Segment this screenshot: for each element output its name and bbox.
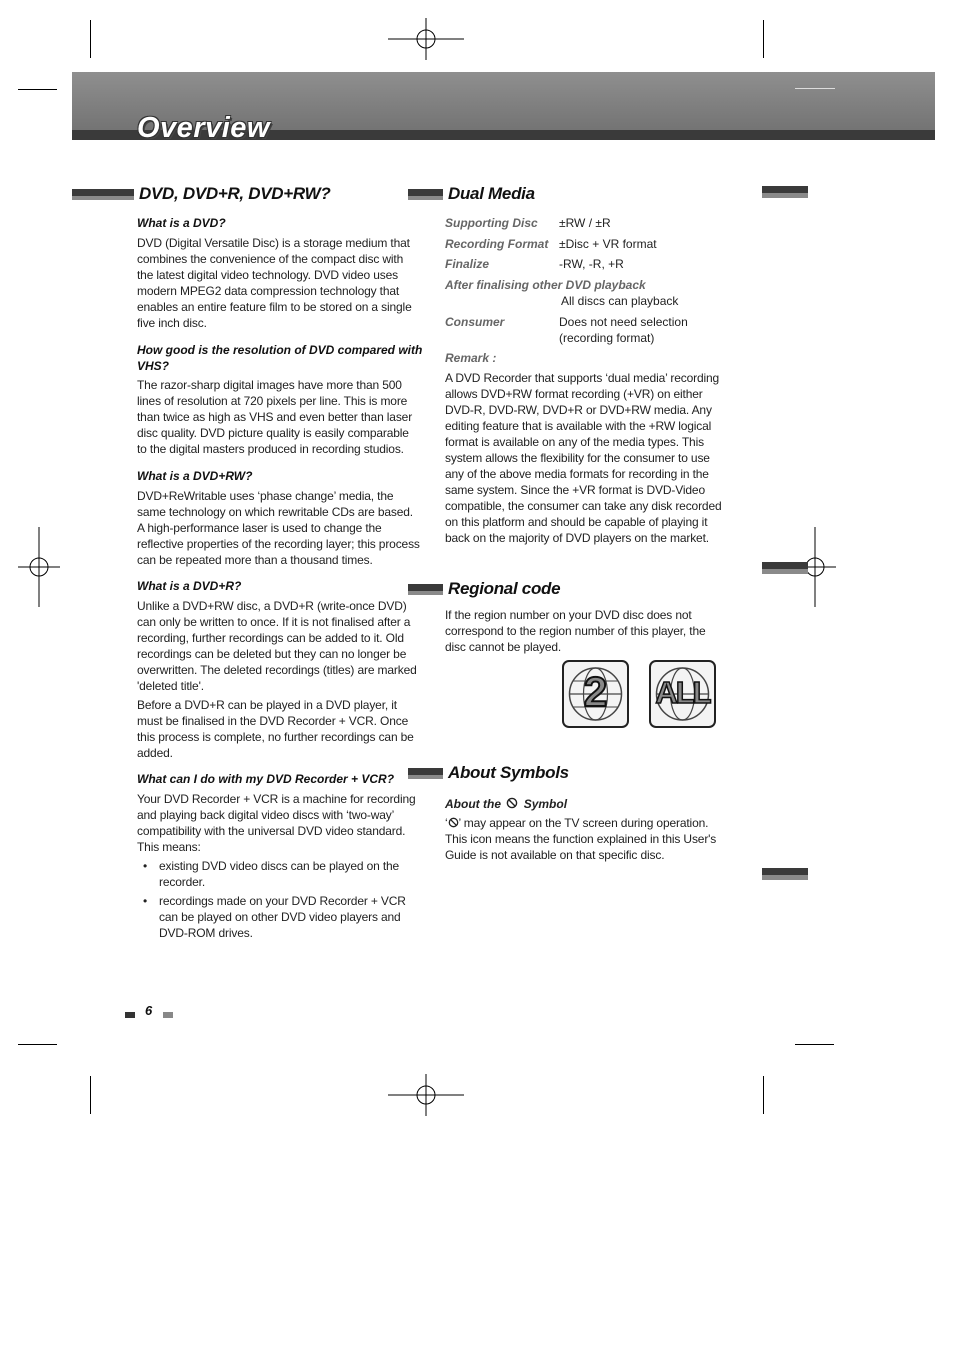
question-heading: What is a DVD+RW? [137,469,253,483]
bullet-dot: • [143,894,148,908]
bullet-dot: • [143,859,148,873]
region-2-icon [562,660,629,728]
registration-mark-left [18,527,60,607]
paragraph: Before a DVD+R can be played in a DVD player, it must be finalised in the DVD Recorder + VCR. Once this process is complete, no further recordings can be added. [137,698,414,760]
list-item: existing DVD video discs can be played on the recorder. [159,859,400,889]
question-heading: What is a DVD+R? [137,579,242,593]
recording-format-value: ±Disc + VR format [559,237,657,251]
footer-mark-left [125,1012,135,1018]
symbol-paragraph: ‘ ’ may appear on the TV screen during operation. This icon means the function explained in this User's Guide is not available on that specific disc. [445,816,717,862]
section-bar [408,584,443,595]
crop-mark [763,20,764,58]
section-heading-regional-code: Regional code [448,579,561,598]
header-rule [795,88,835,89]
section-bar [408,189,443,200]
section-heading-dvd: DVD, DVD+R, DVD+RW? [139,184,331,203]
crop-mark [18,89,57,90]
footer-mark-right [163,1012,173,1018]
about-symbol-subheading: About the Symbol [445,797,568,811]
crop-mark [763,1076,764,1114]
paragraph: If the region number on your DVD disc does not correspond to the region number of this player, the disc cannot be played. [445,608,706,654]
paragraph: The razor-sharp digital images have more than 500 lines of resolution at 720 pixels per line. This is more than twice as high as VHS and even better than laser disc quality. DVD picture quality is easily comparable to the digital masters produced in recording studios. [137,378,413,456]
paragraph: DVD+ReWritable uses ‘phase change’ media, the same technology on which rewritable CDs are based. A high-performance laser is used to change the reflective properties of the recording layer; this process can be repeated more than a thousand times. [137,489,420,567]
registration-mark-bottom [386,1074,466,1116]
supporting-disc-value: ±RW / ±R [559,216,611,230]
list-item: recordings made on your DVD Recorder + VCR can be played on other DVD video players and DVD-ROM drives. [159,894,406,940]
paragraph: Unlike a DVD+RW disc, a DVD+R (write-once DVD) can only be written to once. If it is not finalised after a recording, further recordings can be added to it. Old recordings can be deleted but they can no longer be overwritten. The deleted recordings (titles) are marked 'deleted title'. [137,599,417,693]
consumer-label: Consumer [445,315,505,329]
consumer-value: Does not need selection (recording format) [559,315,688,345]
crop-mark [90,1076,91,1114]
question-heading: How good is the resolution of DVD compared with VHS? [137,343,423,373]
section-heading-about-symbols: About Symbols [448,763,569,782]
finalize-label: Finalize [445,257,490,271]
page-number: 6 [145,1003,153,1018]
region-all-icon [649,660,716,728]
section-bar [408,768,443,779]
remark-label: Remark : [445,351,497,365]
page-title: Overview [137,112,270,144]
after-finalising-value: All discs can playback [561,294,679,308]
registration-mark-top [386,18,466,60]
remark-paragraph: A DVD Recorder that supports ‘dual media’ recording allows DVD+RW format recording (+VR) on either DVD-R, DVD-RW, DVD+R or DVD+RW media. Any editing feature that is available with the +RW logical format is available on any of the media types. This system allows the flexibility for the consumer to use any of the above media formats for recording in the same system. Since the +VR format is DVD-Video compatible, the consumer can take any disk recorded on this platform and should be capable of playing it back on the majority of DVD players on the market. [445,371,722,545]
paragraph: DVD (Digital Versatile Disc) is a storage medium that combines the convenience of the compact disc with the latest digital video technology. DVD video uses modern MPEG2 data compression technology that enables an entire feature film to be stored on a single five inch disc. [137,236,412,330]
prohibited-icon [506,797,518,809]
crop-mark [795,1044,834,1045]
section-bar [72,189,134,200]
side-tab [762,868,808,880]
side-tab [762,562,808,574]
recording-format-label: Recording Format [445,237,549,251]
finalize-value: -RW, -R, +R [559,257,624,271]
crop-mark [18,1044,57,1045]
question-heading: What can I do with my DVD Recorder + VCR? [137,772,395,786]
question-heading: What is a DVD? [137,216,226,230]
paragraph: Your DVD Recorder + VCR is a machine for recording and playing back digital video discs with ‘two-way’ compatibility with the universal DVD video standard. This means: [137,792,416,854]
section-heading-dual-media: Dual Media [448,184,535,203]
side-tab [762,186,808,198]
region-all-label: ALL [655,675,710,710]
after-finalising-label: After finalising other DVD playback [445,278,646,292]
prohibited-icon [448,817,459,828]
region-2-label: 2 [583,668,608,715]
crop-mark [90,20,91,58]
supporting-disc-label: Supporting Disc [445,216,538,230]
